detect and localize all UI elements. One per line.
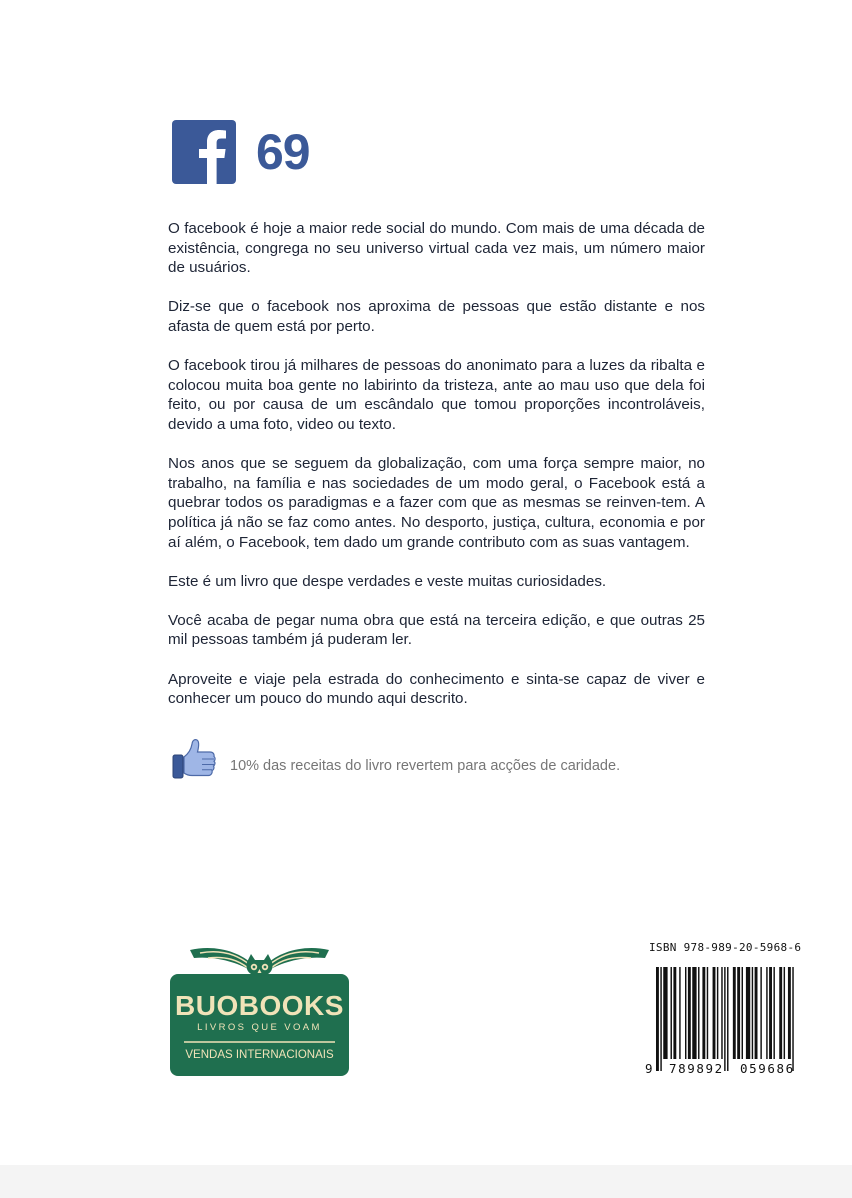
barcode-bar bbox=[733, 967, 736, 1059]
barcode-bar bbox=[773, 967, 774, 1059]
barcode-bar bbox=[698, 967, 699, 1059]
thumbs-up-icon bbox=[172, 738, 218, 780]
barcode-bar bbox=[737, 967, 740, 1059]
isbn-label: ISBN 978-989-20-5968-6 bbox=[649, 941, 802, 954]
barcode-bar bbox=[692, 967, 696, 1059]
barcode-bar bbox=[784, 967, 785, 1059]
barcode-bar bbox=[713, 967, 716, 1059]
barcode-bar bbox=[721, 967, 722, 1059]
barcode-bar bbox=[760, 967, 761, 1059]
barcode-bar bbox=[702, 967, 705, 1059]
isbn-barcode bbox=[643, 961, 818, 1079]
barcode-bar bbox=[792, 967, 793, 1071]
header bbox=[172, 120, 310, 184]
publisher-subtitle: VENDAS INTERNACIONAIS bbox=[185, 1049, 334, 1061]
barcode-bar bbox=[688, 967, 691, 1059]
paragraph: Aproveite e viaje pela estrada do conhecimento e sinta-se capaz de viver e conhecer um pouco do mundo aqui descrito. bbox=[168, 670, 705, 708]
paragraph: O facebook é hoje a maior rede social do mundo. Com mais de uma década de existência, congrega no seu universo virtual cada vez mais, um número maior de usuários. bbox=[168, 220, 705, 277]
barcode-bar bbox=[660, 967, 661, 1071]
barcode-bar bbox=[779, 967, 782, 1059]
back-cover-text bbox=[168, 219, 705, 728]
barcode-bar bbox=[766, 967, 767, 1059]
book-number: 69 bbox=[256, 124, 310, 180]
barcode-bar bbox=[685, 967, 686, 1059]
barcode-bar bbox=[742, 967, 743, 1059]
barcode-bar bbox=[724, 967, 725, 1071]
paragraph: Diz-se que o facebook nos aproxima de pessoas que estão distante e nos afasta de quem está por perto. bbox=[168, 298, 705, 335]
barcode-bar bbox=[679, 967, 680, 1059]
facebook-f-icon bbox=[172, 120, 236, 184]
barcode-bar bbox=[707, 967, 708, 1059]
barcode-bar bbox=[671, 967, 672, 1059]
barcode-digits-right: 059686 bbox=[740, 1061, 795, 1076]
charity-note-row bbox=[172, 738, 620, 780]
barcode-digit-first: 9 bbox=[645, 1061, 653, 1076]
barcode-digits-left: 789892 bbox=[669, 1061, 724, 1076]
barcode-bar bbox=[727, 967, 728, 1071]
barcode-bar bbox=[673, 967, 676, 1059]
barcode-bar bbox=[769, 967, 772, 1059]
page-bottom-shade bbox=[0, 1165, 852, 1198]
paragraph: Este é um livro que despe verdades e veste muitas curiosidades. bbox=[168, 572, 607, 590]
paragraph: Você acaba de pegar numa obra que está na terceira edição, e que outras 25 mil pessoas também já puderam ler. bbox=[168, 611, 705, 649]
barcode-bar bbox=[663, 967, 667, 1059]
barcode-bar bbox=[755, 967, 758, 1059]
publisher-tagline: LIVROS QUE VOAM bbox=[197, 1022, 322, 1033]
barcode-bar bbox=[656, 967, 659, 1071]
charity-note: 10% das receitas do livro revertem para acções de caridade. bbox=[230, 758, 621, 774]
barcode-bar bbox=[717, 967, 718, 1059]
barcode-bar bbox=[788, 967, 791, 1059]
publisher-name: BUOBOOKS bbox=[175, 990, 344, 1021]
barcode-bar bbox=[746, 967, 750, 1059]
paragraph: Nos anos que se seguem da globalização, com uma força sempre maior, no trabalho, na família e nas sociedades de um modo geral, o Facebook está a quebrar todos os paradigmas e a fazer com que as mesmas se reinven-tem. A política já não se faz como antes. No desporto, justiça, cultura, economia e por aí além, o Facebook, tem dado um grande contributo com as suas vantagem. bbox=[168, 455, 705, 551]
barcode-bar bbox=[752, 967, 753, 1059]
paragraph: O facebook tirou já milhares de pessoas do anonimato para a luzes da ribalta e colocou muita boa gente no labirinto da tristeza, ante ao mau uso que dela foi feito, ou por causa de um escândalo que tomou proporções incontroláveis, devido a uma foto, video ou texto. bbox=[168, 357, 705, 433]
barcode-bars bbox=[656, 967, 794, 1071]
